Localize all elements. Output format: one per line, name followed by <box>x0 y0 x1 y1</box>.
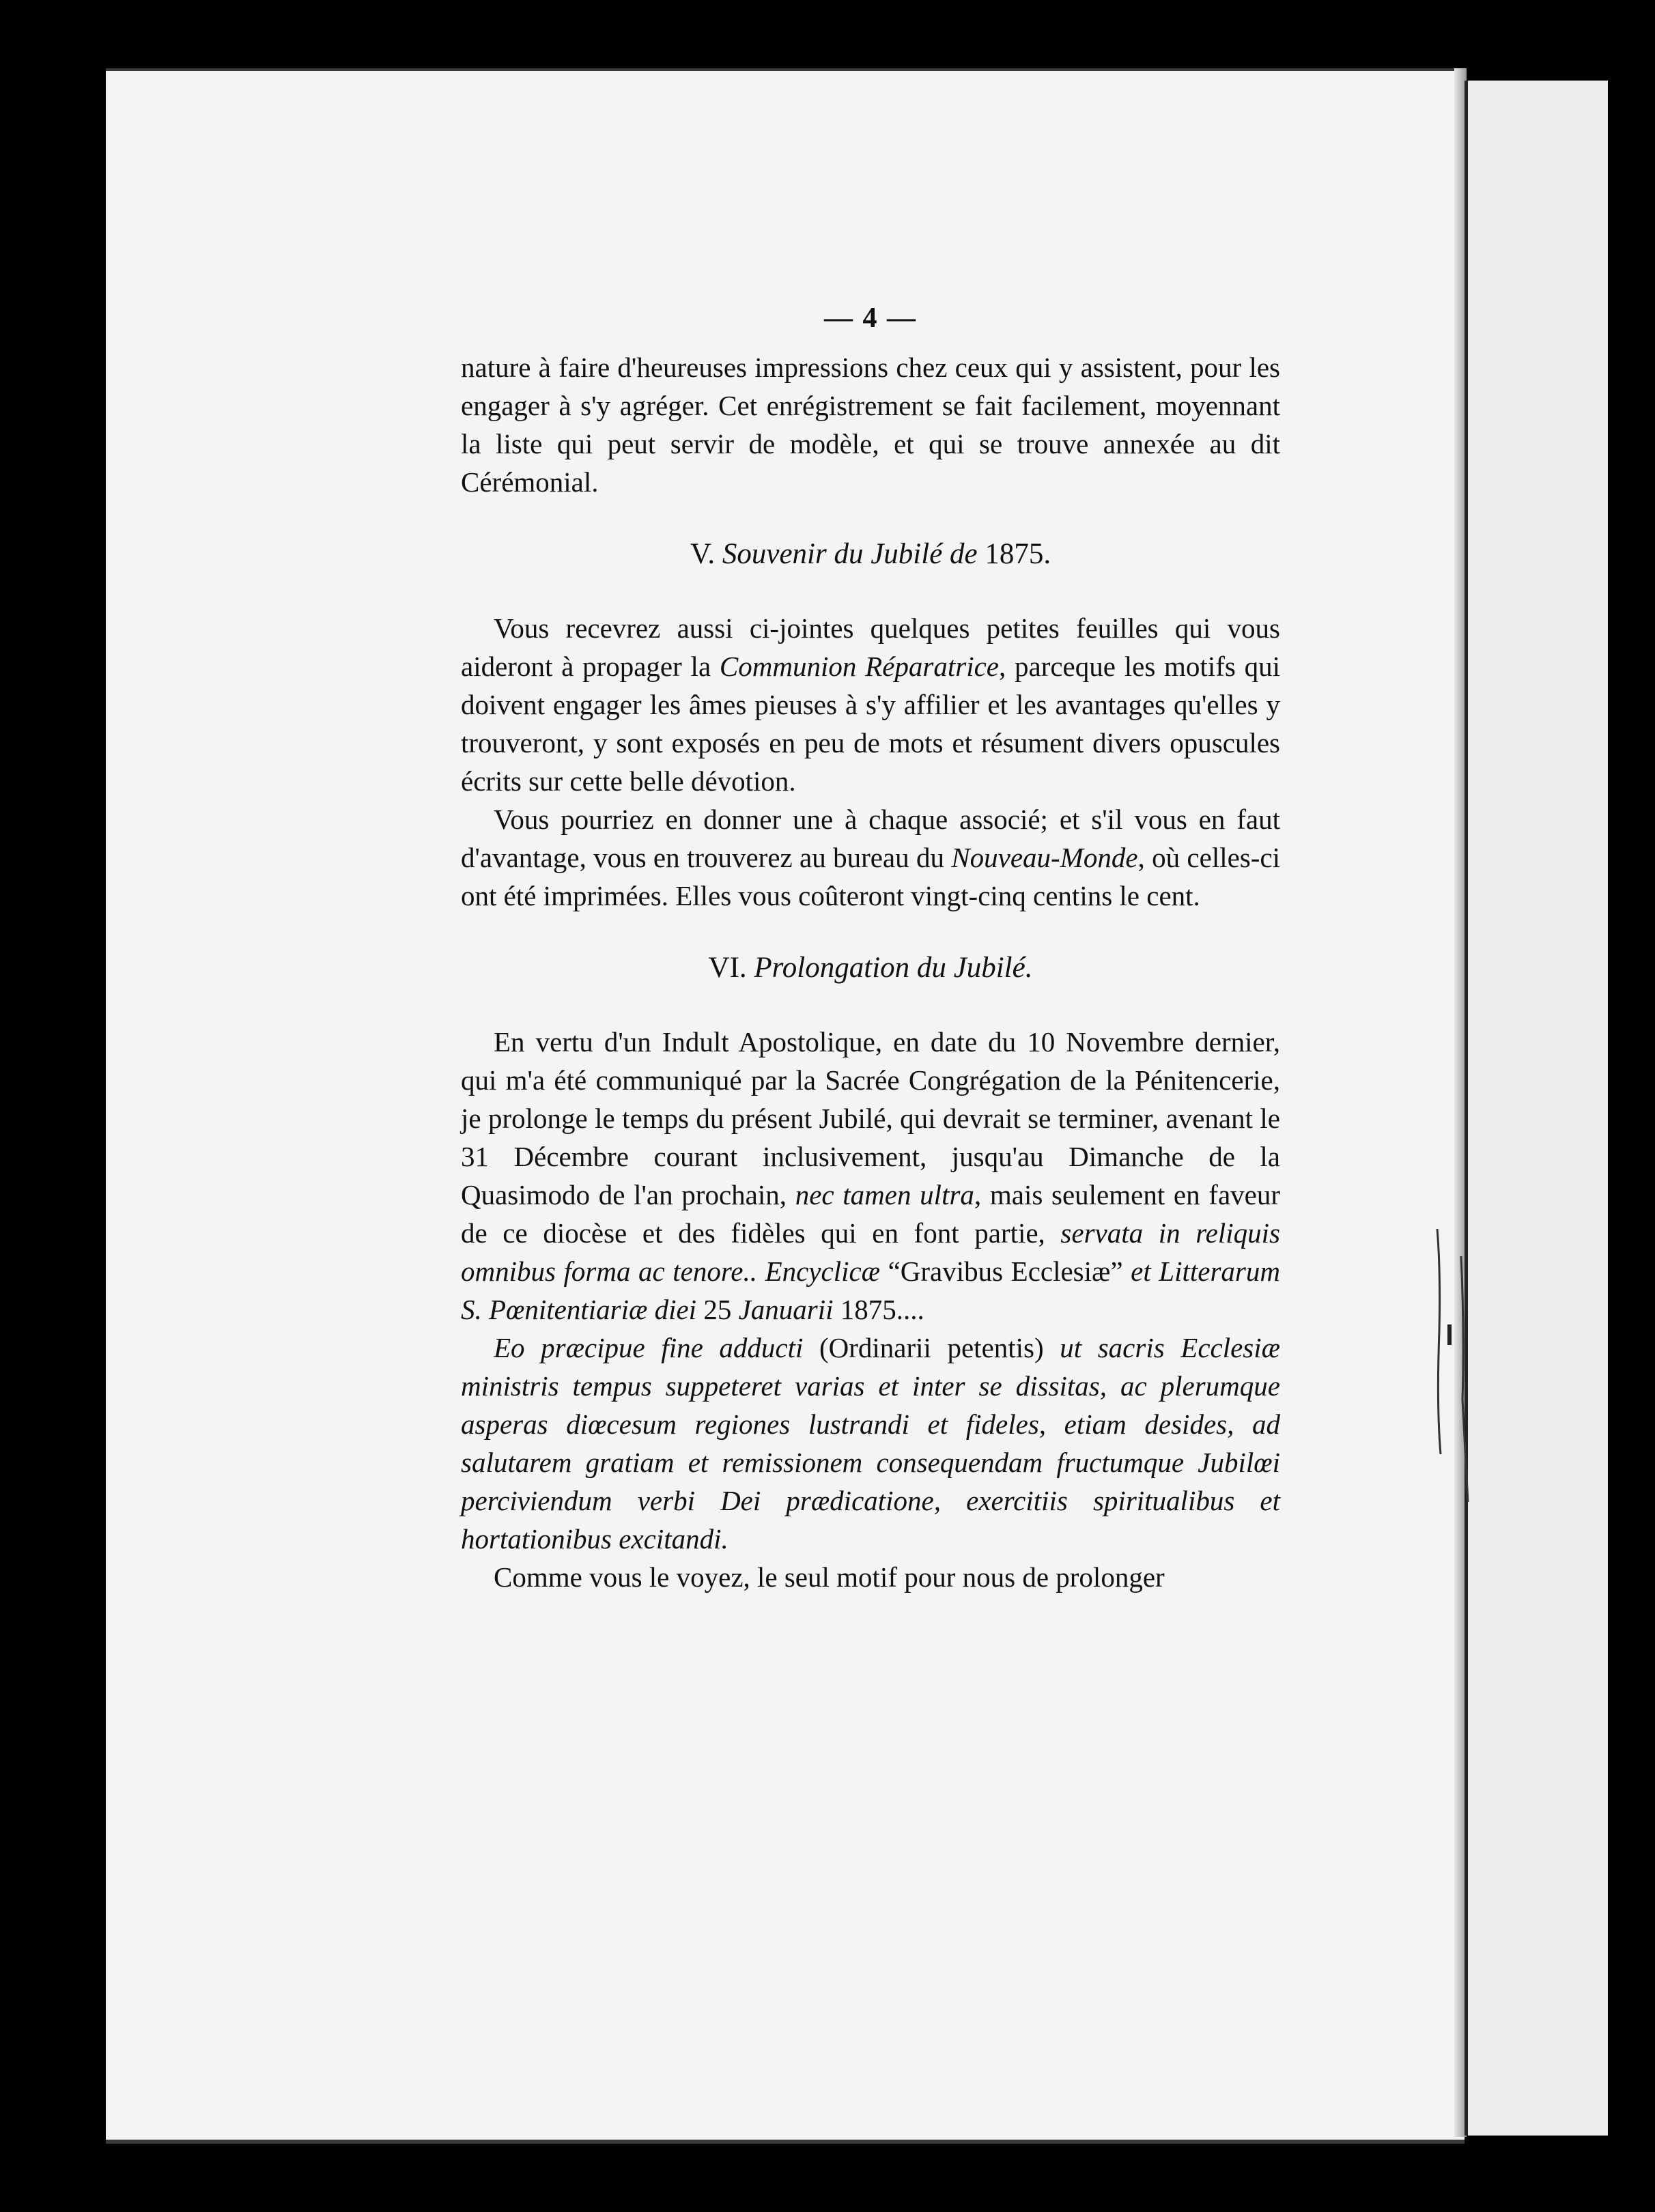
italic-run: nec tamen ultra <box>795 1179 974 1210</box>
next-page-edge <box>1465 81 1608 2136</box>
section-title: Souvenir du Jubilé de <box>722 538 978 570</box>
italic-run: servata in reliquis omnibus forma ac tenore.. Encyclicæ <box>461 1217 1280 1287</box>
paragraph <box>461 609 1280 800</box>
page-number: — 4 — <box>824 302 917 334</box>
text-run: 1875.... <box>833 1294 924 1325</box>
text-run: Vous pourriez en donner une à chaque associé; et s'il vous en faut d'avantage, vous en trouverez au bureau du <box>461 804 1280 873</box>
section-number: VI. <box>708 952 747 984</box>
section-heading-vi <box>461 949 1280 987</box>
text-run: “Gravibus Ecclesiæ” <box>880 1256 1131 1287</box>
margin-pencil-marks <box>1434 1229 1475 1502</box>
paragraph <box>461 1023 1280 1329</box>
italic-run: et Litterarum S. Pœnitentiariæ diei <box>461 1256 1280 1325</box>
text-run: 25 <box>696 1294 739 1325</box>
section-heading-v <box>461 535 1280 573</box>
text-run: En vertu d'un Indult Apostolique, en date du 10 Novembre dernier, qui m'a été communiqué par la Sacrée Congrégation de la Pénitencerie, je prolonge le temps du présent Jubilé, qui devrait se terminer, avenant le 31 Décembre courant inclusivement, jusqu'au Dimanche de la Quasimodo de l'an prochain, <box>461 1026 1280 1210</box>
paragraph: Comme vous le voyez, le seul motif pour nous de prolonger <box>494 1561 1165 1593</box>
italic-run: Communion Réparatrice <box>719 651 999 682</box>
italic-run: Januarii <box>738 1294 834 1325</box>
section-year: 1875. <box>985 538 1051 570</box>
italic-run: ut sacris Ecclesiæ ministris tempus suppeteret varias et inter se dissitas, ac plerumque asperas diœcesum regiones lustrandi et fideles, etiam desides, ad salutarem gratiam et remissionem consequendam fructumque Jubilœi perciviendum verbi Dei prædicatione, exercitiis spiritualibus et hortationibus excitandi. <box>461 1332 1280 1555</box>
document-body <box>461 299 1280 1596</box>
paragraph <box>461 800 1280 915</box>
italic-run: Nouveau-Monde <box>951 842 1138 873</box>
paragraph-latin <box>461 1329 1280 1558</box>
text-run: (Ordinarii petentis) <box>803 1332 1060 1363</box>
text-run: , où celles-ci ont été imprimées. Elles vous coûteront vingt-cinq centins le cent. <box>461 842 1281 911</box>
section-number: V. <box>690 538 716 570</box>
text-run: , mais seulement en faveur de ce diocèse et des fidèles qui en font partie, <box>461 1179 1280 1249</box>
text-run: Vous recevrez aussi ci-jointes quelques petites feuilles qui vous aideront à propager la <box>461 612 1280 682</box>
text-run: , parceque les motifs qui doivent engager les âmes pieuses à s'y affilier et les avantages qu'elles y trouveront, y sont exposés en peu de mots et résument divers opuscules écrits sur cette belle dévotion. <box>461 651 1280 797</box>
paragraph-continuation: nature à faire d'heureuses impressions chez ceux qui y assistent, pour les engager à s'y agréger. Cet enrégistrement se fait facilement, moyennant la liste qui peut servir de modèle, et qui se trouve annexée au dit Cérémonial. <box>461 352 1280 498</box>
section-title: Prolongation du Jubilé. <box>754 952 1033 984</box>
italic-run: Eo præcipue fine adducti <box>494 1332 804 1363</box>
